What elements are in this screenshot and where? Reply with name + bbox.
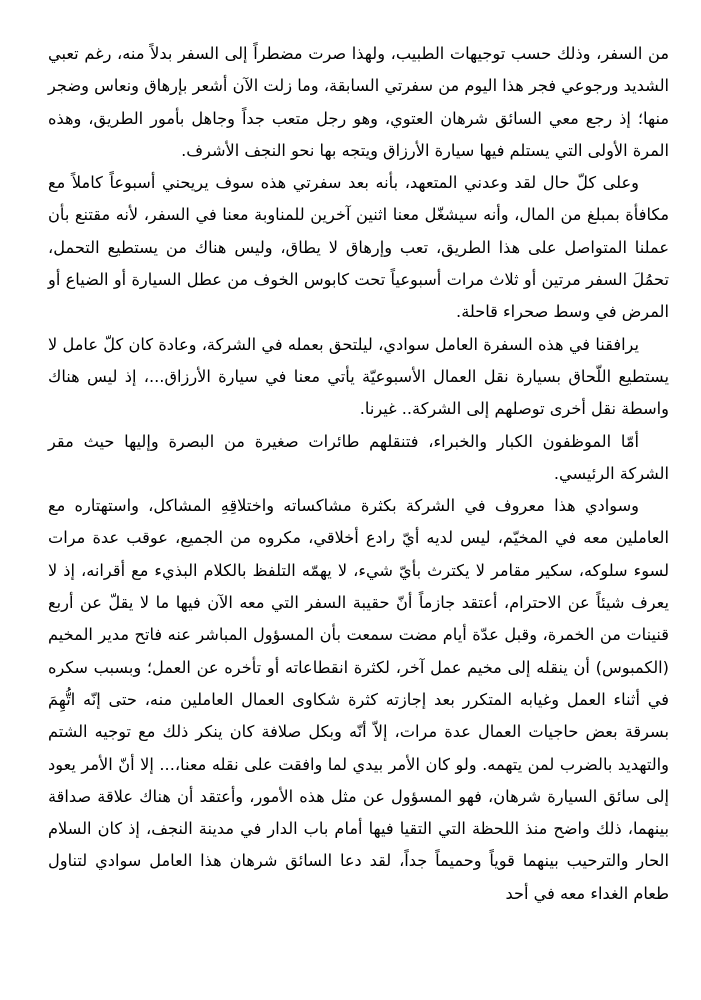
paragraph-3: يرافقنا في هذه السفرة العامل سوادي، ليلتحق بعمله في الشركة، وعادة كان كلّ عامل لا يستطيع اللّحاق بسيارة نقل العمال الأسبوعيّة يأتي معنا في سيارة الأرزاق...، إذ ليس هناك واسطة نقل أخرى توصلهم إلى الشركة.. غيرنا.	[48, 334, 669, 419]
paragraph-4: أمّا الموظفون الكبار والخبراء، فتنقلهم طائرات صغيرة من البصرة وإليها حيث مقر الشركة الرئيسي.	[48, 431, 669, 483]
paragraph-1: من السفر، وذلك حسب توجيهات الطبيب، ولهذا صرت مضطراً إلى السفر بدلاً منه، رغم تعبي الشديد ورجوعي فجر هذا اليوم من سفرتي السابقة، وما زلت الآن أشعر بإرهاق ونعاس وضجر منها؛ إذ رجع معي السائق شرهان العتوي، وهو رجل متعب جداً وجاهل بأمور الطريق، وهذه المرة الأولى التي يستلم فيها سيارة الأرزاق ويتجه بها نحو النجف الأشرف.	[48, 44, 669, 160]
paragraph-5: وسوادي هذا معروف في الشركة بكثرة مشاكساته واختلاقِهِ المشاكل، واستهتاره مع العاملين معه في المخيّم، ليس لديه أيّ رادع أخلاقي، مكروه من الجميع، عوقب عدة مرات لسوء سلوكه، سكير مقامر لا يكترث بأيّ شيء، لا يهمّه التلفظ بالكلام البذيء مع أقرانه، إذ لا يعرف شيئاً عن الاحترام، أعتقد جازماً أنّ حقيبة السفر التي معه الآن فيها ما لا يقلّ عن أربع قنينات من الخمرة، وقبل عدّة أيام مضت سمعت بأن المسؤول المباشر عنه فاتح مدير المخيم (الكمبوس) أن ينقله إلى مخيم عمل آخر، لكثرة انقطاعاته أو تأخره عن العمل؛ وبسبب سكره في أثناء العمل وغيابه المتكرر بعد إجازته كثرة شكاوى العمال العاملين منه، حتى إنّه اتُّهِمَ بسرقة بعض حاجيات العمال عدة مرات، إلاّ أنّه وبكل صلافة كان ينكر ذلك مع توجيه الشتم والتهديد بالضرب لمن يتهمه. ولو كان الأمر بيدي لما وافقت على نقله معنا،... إلا أنّ الأمر يعود إلى سائق السيارة شرهان، فهو المسؤول عن مثل هذه الأمور، وأعتقد أن هناك علاقة صداقة بينهما، ذلك واضح منذ اللحظة التي التقيا فيها أمام باب الدار في مدينة النجف، إذ كان السلام الحار والترحيب بينهما قوياً وحميماً جداً، لقد دعا السائق شرهان هذا العامل سوادي لتناول طعام الغداء معه في أحد	[48, 496, 669, 903]
paragraph-2: وعلى كلّ حال لقد وعدني المتعهد، بأنه بعد سفرتي هذه سوف يريحني أسبوعاً كاملاً مع مكافأة بمبلغ من المال، وأنه سيشغّل معنا اثنين آخرين للمناوبة معنا في السفر، لأنه مقتنع بأن عملنا المتواصل على هذا الطريق، تعب وإرهاق لا يطاق، وليس هناك من يستطيع التحمل، تحمُلَ السفر مرتين أو ثلاث مرات أسبوعياً تحت كابوس الخوف من عطل السيارة أو الضياع أو المرض في وسط صحراء قاحلة.	[48, 173, 669, 322]
